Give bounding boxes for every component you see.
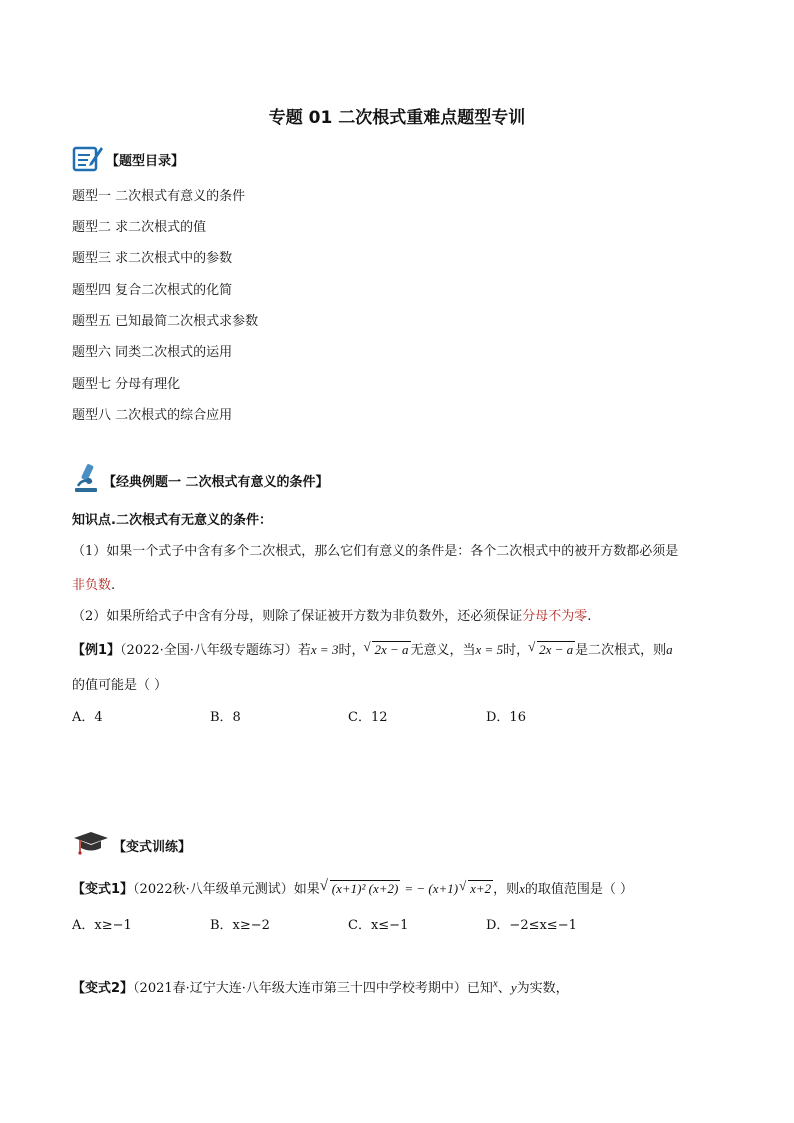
highlight-denominator: 分母不为零	[522, 609, 588, 624]
toc-item[interactable]: 题型四 复合二次根式的化简	[72, 283, 233, 298]
option-c[interactable]: C．x≤−1	[348, 918, 409, 933]
knowledge-p2-text: （2）如果所给式子中含有分母，则除了保证被开方数为非负数外，还必须保证	[72, 609, 523, 624]
notepad-pencil-icon	[72, 143, 104, 173]
variant-1-source: （2022秋·八年级单元测试）如果	[133, 882, 320, 897]
example-1	[72, 639, 673, 658]
radical-expression: √ 2x − a	[528, 639, 574, 657]
toc-item[interactable]: 题型六 同类二次根式的运用	[72, 345, 233, 360]
microscope-icon	[72, 462, 102, 494]
toc-item[interactable]: 题型五 已知最简二次根式求参数	[72, 314, 259, 329]
text: 无意义，当	[410, 643, 476, 658]
option-a[interactable]: A．4	[72, 710, 103, 725]
text: 是二次根式，则	[575, 643, 667, 658]
option-d[interactable]: D．−2≤x≤−1	[486, 918, 577, 933]
example-source: （2022·全国·八年级专题练习）若	[120, 643, 311, 658]
highlight-nonneg: 非负数	[72, 578, 112, 593]
option-b[interactable]: B．8	[210, 710, 241, 725]
text: 为实数，	[516, 981, 569, 996]
radical-expression: √ (x+1)² (x+2)	[319, 878, 399, 896]
math-y: y	[510, 980, 517, 995]
toc-item[interactable]: 题型三 求二次根式中的参数	[72, 251, 233, 266]
knowledge-heading: 知识点.二次根式有无意义的条件：	[72, 513, 272, 528]
variant-2	[72, 977, 569, 996]
option-c[interactable]: C．12	[348, 710, 388, 725]
math-x: x	[519, 881, 525, 896]
variant-1	[72, 878, 633, 897]
text: 的取值范围是（ ）	[524, 882, 634, 897]
option-d[interactable]: D．16	[486, 710, 526, 725]
radical-expression: √ x+2	[459, 878, 492, 896]
knowledge-p1	[72, 540, 678, 559]
variant-1-tag: 【变式1】	[72, 882, 134, 897]
period: .	[111, 578, 116, 593]
radicand: 2x − a	[539, 642, 574, 657]
text: 时，	[503, 643, 530, 658]
equation-middle: = − (x+1)	[404, 881, 459, 896]
variant-2-source: （2021春·辽宁大连·八年级大连市第三十四中学校考期中）已知	[133, 981, 493, 996]
toc-heading: 【题型目录】	[106, 154, 185, 169]
radicand: (x+1)² (x+2)	[331, 881, 399, 896]
option-b[interactable]: B．x≥−2	[210, 918, 270, 933]
radicand: 2x − a	[374, 642, 409, 657]
radical-expression: √ 2x − a	[363, 639, 409, 657]
variant-heading: 【变式训练】	[113, 840, 192, 855]
period: .	[587, 609, 592, 624]
variant-2-tag: 【变式2】	[72, 981, 134, 996]
toc-item[interactable]: 题型八 二次根式的综合应用	[72, 408, 233, 423]
text: ，则	[493, 882, 520, 897]
knowledge-p2	[72, 605, 591, 624]
example-tag: 【例1】	[72, 643, 121, 658]
knowledge-p1-cont	[72, 574, 115, 593]
toc-item[interactable]: 题型七 分母有理化	[72, 377, 181, 392]
page-title: 专题 01 二次根式重难点题型专训	[268, 108, 526, 128]
math-x-eq-5: x = 5	[475, 642, 504, 657]
separator: 、	[497, 981, 511, 996]
knowledge-p1-text: （1）如果一个式子中含有多个二次根式，那么它们有意义的条件是：各个二次根式中的被开方数都必须是	[72, 544, 679, 559]
radicand: x+2	[470, 881, 492, 896]
toc-item[interactable]: 题型二 求二次根式的值	[72, 220, 207, 235]
text: 时，	[338, 643, 365, 658]
option-a[interactable]: A．x≥−1	[72, 918, 132, 933]
math-a: a	[666, 642, 673, 657]
toc-item[interactable]: 题型一 二次根式有意义的条件	[72, 189, 246, 204]
math-x: x	[492, 977, 498, 990]
math-x-eq-3: x = 3	[310, 642, 339, 657]
section1-heading: 【经典例题一 二次根式有意义的条件】	[103, 475, 329, 490]
example-1-line2: 的值可能是（ ）	[72, 678, 168, 693]
graduation-cap-icon	[72, 830, 110, 858]
